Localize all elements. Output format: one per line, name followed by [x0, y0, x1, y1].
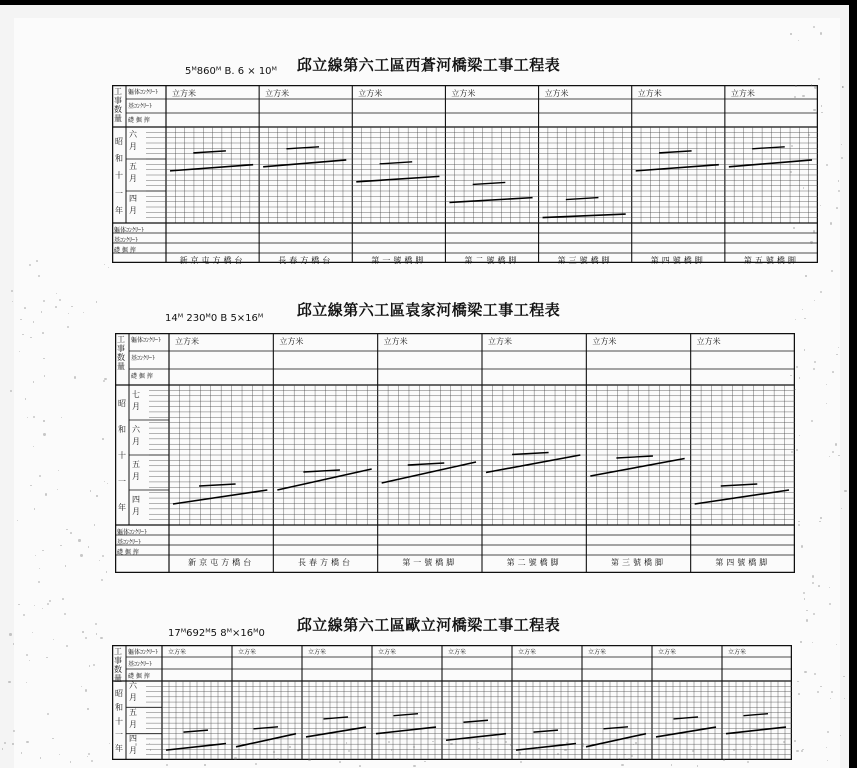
scan-speck: [33, 321, 34, 322]
scan-speck: [813, 109, 815, 111]
unit-label: 立方米: [172, 89, 196, 98]
progress-line: [376, 727, 436, 734]
scan-speck: [843, 676, 845, 678]
scan-speck: [801, 545, 803, 547]
quantity-header: 工事数量: [117, 335, 125, 371]
scan-speck: [747, 761, 749, 763]
scan-speck: [2, 748, 3, 749]
scan-speck: [836, 354, 838, 356]
scan-speck: [829, 603, 831, 605]
scan-speck: [29, 264, 31, 266]
month-label: 六月: [129, 681, 137, 703]
scan-speck: [841, 508, 842, 509]
scan-speck: [255, 763, 257, 765]
scan-speck: [81, 686, 82, 687]
scan-speck: [47, 713, 49, 715]
scan-speck: [798, 693, 800, 695]
scan-speck: [804, 318, 806, 320]
scan-speck: [818, 585, 820, 587]
scan-speck: [794, 740, 796, 742]
column-name: 第一號橋脚: [402, 558, 458, 567]
progress-line: [516, 744, 576, 751]
unit-label: 立方米: [358, 89, 383, 98]
scan-speck: [36, 260, 38, 262]
scan-speck: [842, 86, 844, 88]
scan-speck: [273, 751, 275, 753]
progress-segment: [464, 720, 489, 722]
scan-speck: [65, 565, 66, 566]
month-label: 六月: [129, 130, 137, 151]
scan-speck: [628, 758, 630, 760]
progress-segment: [184, 730, 209, 732]
column-name: 長春方橋台: [297, 558, 353, 567]
month-label: 五月: [132, 459, 140, 481]
unit-label: 立方米: [488, 337, 512, 346]
scan-speck: [821, 112, 823, 114]
unit-label: 立方米: [378, 649, 397, 656]
scan-speck: [21, 752, 22, 753]
scan-speck: [697, 765, 698, 766]
schedule-table-2: [115, 333, 795, 573]
scan-speck: [391, 749, 392, 750]
scan-speck: [505, 741, 507, 743]
unit-label: 立方米: [696, 337, 721, 346]
scan-speck: [820, 205, 821, 206]
scan-speck: [109, 743, 110, 744]
unit-label: 立方米: [730, 89, 755, 98]
progress-segment: [674, 717, 699, 719]
unit-label: 立方米: [588, 649, 607, 656]
scan-speck: [359, 765, 361, 767]
scan-speck: [582, 743, 584, 745]
scan-speck: [829, 456, 830, 457]
unit-label: 立方米: [279, 337, 304, 346]
table-2-title: 邱立線第六工區袁家河橋梁工事工程表: [296, 301, 561, 319]
column-name: 第三號橋脚: [557, 256, 613, 265]
scan-speck: [59, 754, 60, 755]
row-label: 基ｺﾝｸﾘｰﾄ: [131, 355, 156, 362]
progress-line: [590, 459, 684, 477]
scan-speck: [844, 698, 845, 699]
column-name: 長春方橋台: [278, 256, 334, 265]
unit-label: 立方米: [728, 649, 747, 656]
scan-speck: [44, 375, 45, 376]
footer-row-label: 基ｺﾝｸﾘｰﾄ: [117, 539, 142, 546]
table-3-title: 邱立線第六工區歐立河橋梁工事工程表: [296, 616, 561, 634]
scan-speck: [798, 521, 799, 522]
scan-speck: [450, 743, 452, 745]
scan-speck: [795, 85, 796, 86]
scan-speck: [510, 744, 512, 746]
scan-speck: [22, 334, 23, 335]
scan-speck: [96, 495, 97, 496]
scan-speck: [810, 241, 812, 243]
row-label: 基ｺﾝｸﾘｰﾄ: [128, 661, 153, 668]
scan-speck: [103, 380, 105, 382]
column-name: 第一號橋脚: [371, 256, 427, 265]
row-label: 礎 掘 搾: [128, 117, 150, 124]
scan-speck: [12, 743, 13, 744]
scan-speck: [39, 568, 40, 569]
scan-speck: [106, 571, 107, 572]
scan-speck: [82, 631, 83, 632]
scan-speck: [790, 33, 791, 34]
month-label: 四月: [129, 733, 137, 755]
scan-speck: [135, 743, 137, 745]
scan-speck: [799, 377, 800, 378]
table-3-dimensions: 17ᴹ692ᴹ5 8ᴹ×16ᴹ0: [168, 628, 265, 639]
column-name: 第四號橋脚: [650, 256, 706, 265]
scan-border-right: [849, 0, 857, 768]
scan-speck: [692, 750, 694, 752]
footer-row-label: 礎 掘 搾: [117, 549, 139, 556]
scan-speck: [814, 86, 816, 88]
scan-speck: [100, 637, 102, 639]
row-label: 軀体ｺﾝｸﾘｰﾄ: [128, 89, 159, 96]
scan-speck: [519, 752, 521, 754]
scan-speck: [557, 753, 559, 755]
scan-speck: [520, 761, 522, 763]
scan-speck: [841, 144, 842, 145]
scan-speck: [812, 582, 814, 584]
scan-speck: [805, 275, 806, 276]
progress-line: [726, 727, 786, 734]
row-label: 基ｺﾝｸﾘｰﾄ: [128, 103, 153, 110]
unit-label: 立方米: [658, 649, 677, 656]
row-label: 礎 掘 搾: [128, 673, 150, 680]
scan-speck: [635, 742, 636, 743]
scan-speck: [821, 105, 822, 106]
progress-segment: [303, 470, 340, 472]
scan-speck: [783, 741, 785, 743]
progress-line: [486, 455, 580, 473]
unit-label: 立方米: [383, 337, 408, 346]
scan-speck: [43, 420, 44, 421]
unit-label: 立方米: [544, 89, 569, 98]
scan-speck: [619, 758, 620, 759]
progress-segment: [473, 182, 506, 184]
scan-speck: [308, 759, 310, 761]
scan-speck: [844, 490, 846, 492]
scan-speck: [67, 326, 69, 328]
progress-segment: [744, 714, 769, 716]
scan-speck: [204, 764, 205, 765]
scan-speck: [58, 470, 59, 471]
unit-label: 立方米: [175, 337, 199, 346]
progress-segment: [659, 151, 692, 153]
scan-speck: [819, 521, 820, 522]
footer-row-label: 軀体ｺﾝｸﾘｰﾄ: [117, 529, 148, 536]
scan-speck: [104, 378, 106, 380]
footer-row-label: 礎 掘 搾: [114, 247, 136, 254]
scan-speck: [26, 741, 28, 743]
unit-label: 立方米: [518, 649, 537, 656]
column-name: 第四號橋脚: [715, 558, 771, 567]
scan-speck: [70, 761, 71, 762]
month-label: 六月: [132, 424, 140, 446]
scan-speck: [102, 555, 104, 557]
scan-speck: [814, 361, 816, 363]
scan-speck: [70, 532, 72, 534]
scan-speck: [793, 227, 795, 229]
row-label: 軀体ｺﾝｸﾘｰﾄ: [131, 337, 162, 344]
scan-speck: [829, 587, 830, 588]
column-name: 第五號橋脚: [743, 256, 799, 265]
unit-label: 立方米: [451, 89, 476, 98]
month-label: 四月: [129, 194, 137, 215]
column-name: 第二號橋脚: [464, 256, 520, 265]
scan-speck: [27, 417, 28, 418]
progress-line: [277, 469, 371, 490]
unit-label: 立方米: [308, 649, 327, 656]
scan-speck: [87, 756, 88, 757]
unit-label: 立方米: [637, 89, 662, 98]
scan-speck: [8, 681, 10, 683]
unit-label: 立方米: [592, 337, 617, 346]
progress-segment: [534, 730, 559, 732]
scan-speck: [42, 332, 44, 334]
unit-label: 立方米: [168, 649, 187, 656]
scan-speck: [800, 641, 801, 642]
progress-segment: [324, 717, 349, 719]
row-label: 礎 掘 搾: [131, 373, 153, 380]
footer-row-label: 基ｺﾝｸﾘｰﾄ: [114, 237, 139, 244]
scan-speck: [80, 554, 82, 556]
progress-line: [695, 490, 789, 504]
progress-segment: [512, 453, 549, 455]
progress-line: [173, 490, 267, 504]
scan-speck: [277, 758, 279, 760]
month-label: 七月: [132, 389, 140, 411]
column-name: 新京屯方橋台: [188, 558, 255, 567]
scan-speck: [798, 40, 799, 41]
scan-speck: [85, 689, 87, 691]
scan-speck: [812, 575, 814, 577]
scan-speck: [733, 749, 735, 751]
scan-speck: [621, 764, 623, 766]
scan-speck: [478, 748, 479, 749]
month-label: 五月: [129, 707, 137, 729]
progress-line: [446, 734, 506, 741]
scan-speck: [10, 390, 12, 392]
scan-speck: [802, 95, 804, 97]
month-label: 四月: [132, 494, 140, 516]
progress-segment: [193, 151, 226, 153]
quantity-header: 工事数量: [114, 87, 122, 123]
progress-line: [236, 734, 296, 747]
footer-row-label: 軀体ｺﾝｸﾘｰﾄ: [114, 227, 145, 234]
progress-line: [382, 462, 476, 483]
schedule-table-1: [112, 85, 818, 263]
progress-segment: [394, 714, 419, 716]
scan-speck: [9, 633, 11, 635]
scan-speck: [838, 347, 839, 348]
side-year-label: 昭和十一年: [115, 137, 123, 215]
scan-speck: [4, 742, 6, 744]
unit-label: 立方米: [238, 649, 257, 656]
progress-segment: [380, 162, 413, 164]
scan-speck: [795, 319, 796, 320]
scan-speck: [87, 708, 88, 709]
scan-speck: [832, 371, 834, 373]
scan-speck: [841, 157, 843, 159]
unit-label: 立方米: [265, 89, 290, 98]
month-label: 五月: [129, 162, 137, 183]
table-2-dimensions: 14ᴹ 230ᴹ0 B 5×16ᴹ: [165, 313, 264, 324]
column-name: 第二號橋脚: [506, 558, 562, 567]
scan-speck: [413, 765, 415, 767]
scan-speck: [32, 632, 33, 633]
scan-speck: [813, 368, 815, 370]
scan-speck: [826, 164, 828, 166]
unit-label: 立方米: [448, 649, 467, 656]
scan-border-top: [0, 0, 857, 5]
scan-speck: [60, 545, 61, 546]
scan-speck: [791, 259, 793, 261]
scan-speck: [12, 301, 13, 302]
table-1-title: 邱立線第六工區西蒼河橋梁工事工程表: [296, 56, 561, 74]
scan-speck: [289, 746, 290, 747]
scan-speck: [43, 433, 45, 435]
scan-speck: [813, 230, 815, 232]
scan-speck: [790, 171, 792, 173]
progress-line: [586, 734, 646, 747]
scan-speck: [78, 539, 80, 541]
row-label: 軀体ｺﾝｸﾘｰﾄ: [128, 649, 159, 656]
progress-segment: [408, 463, 445, 465]
scan-speck: [18, 604, 19, 605]
scan-speck: [804, 598, 805, 599]
scan-speck: [11, 290, 13, 292]
progress-segment: [199, 484, 236, 486]
column-name: 新京屯方橋台: [179, 256, 246, 265]
scan-speck: [107, 483, 108, 484]
scan-speck: [840, 735, 841, 736]
quantity-header: 工事数量: [114, 647, 122, 683]
table-1-dimensions: 5ᴹ860ᴹ B. 6 × 10ᴹ: [185, 66, 277, 77]
scan-speck: [811, 420, 813, 422]
scan-speck: [68, 313, 69, 314]
scan-speck: [234, 757, 236, 759]
scan-speck: [74, 376, 76, 378]
scan-speck: [796, 449, 798, 451]
side-year-label: 昭和十一年: [118, 399, 126, 512]
scan-speck: [820, 517, 821, 518]
scan-speck: [52, 738, 53, 739]
side-year-label: 昭和十一年: [115, 689, 123, 754]
scan-speck: [339, 761, 341, 763]
scan-speck: [796, 366, 798, 368]
column-name: 第三號橋脚: [610, 558, 666, 567]
scan-speck: [59, 299, 61, 301]
progress-line: [166, 744, 226, 751]
progress-segment: [721, 484, 758, 486]
scan-speck: [38, 581, 40, 583]
scan-speck: [20, 319, 21, 320]
progress-segment: [616, 456, 653, 458]
scan-speck: [66, 645, 68, 647]
progress-segment: [566, 198, 599, 200]
grid-lines: [112, 85, 818, 263]
scan-speck: [102, 438, 104, 440]
grid-lines: [115, 333, 795, 573]
